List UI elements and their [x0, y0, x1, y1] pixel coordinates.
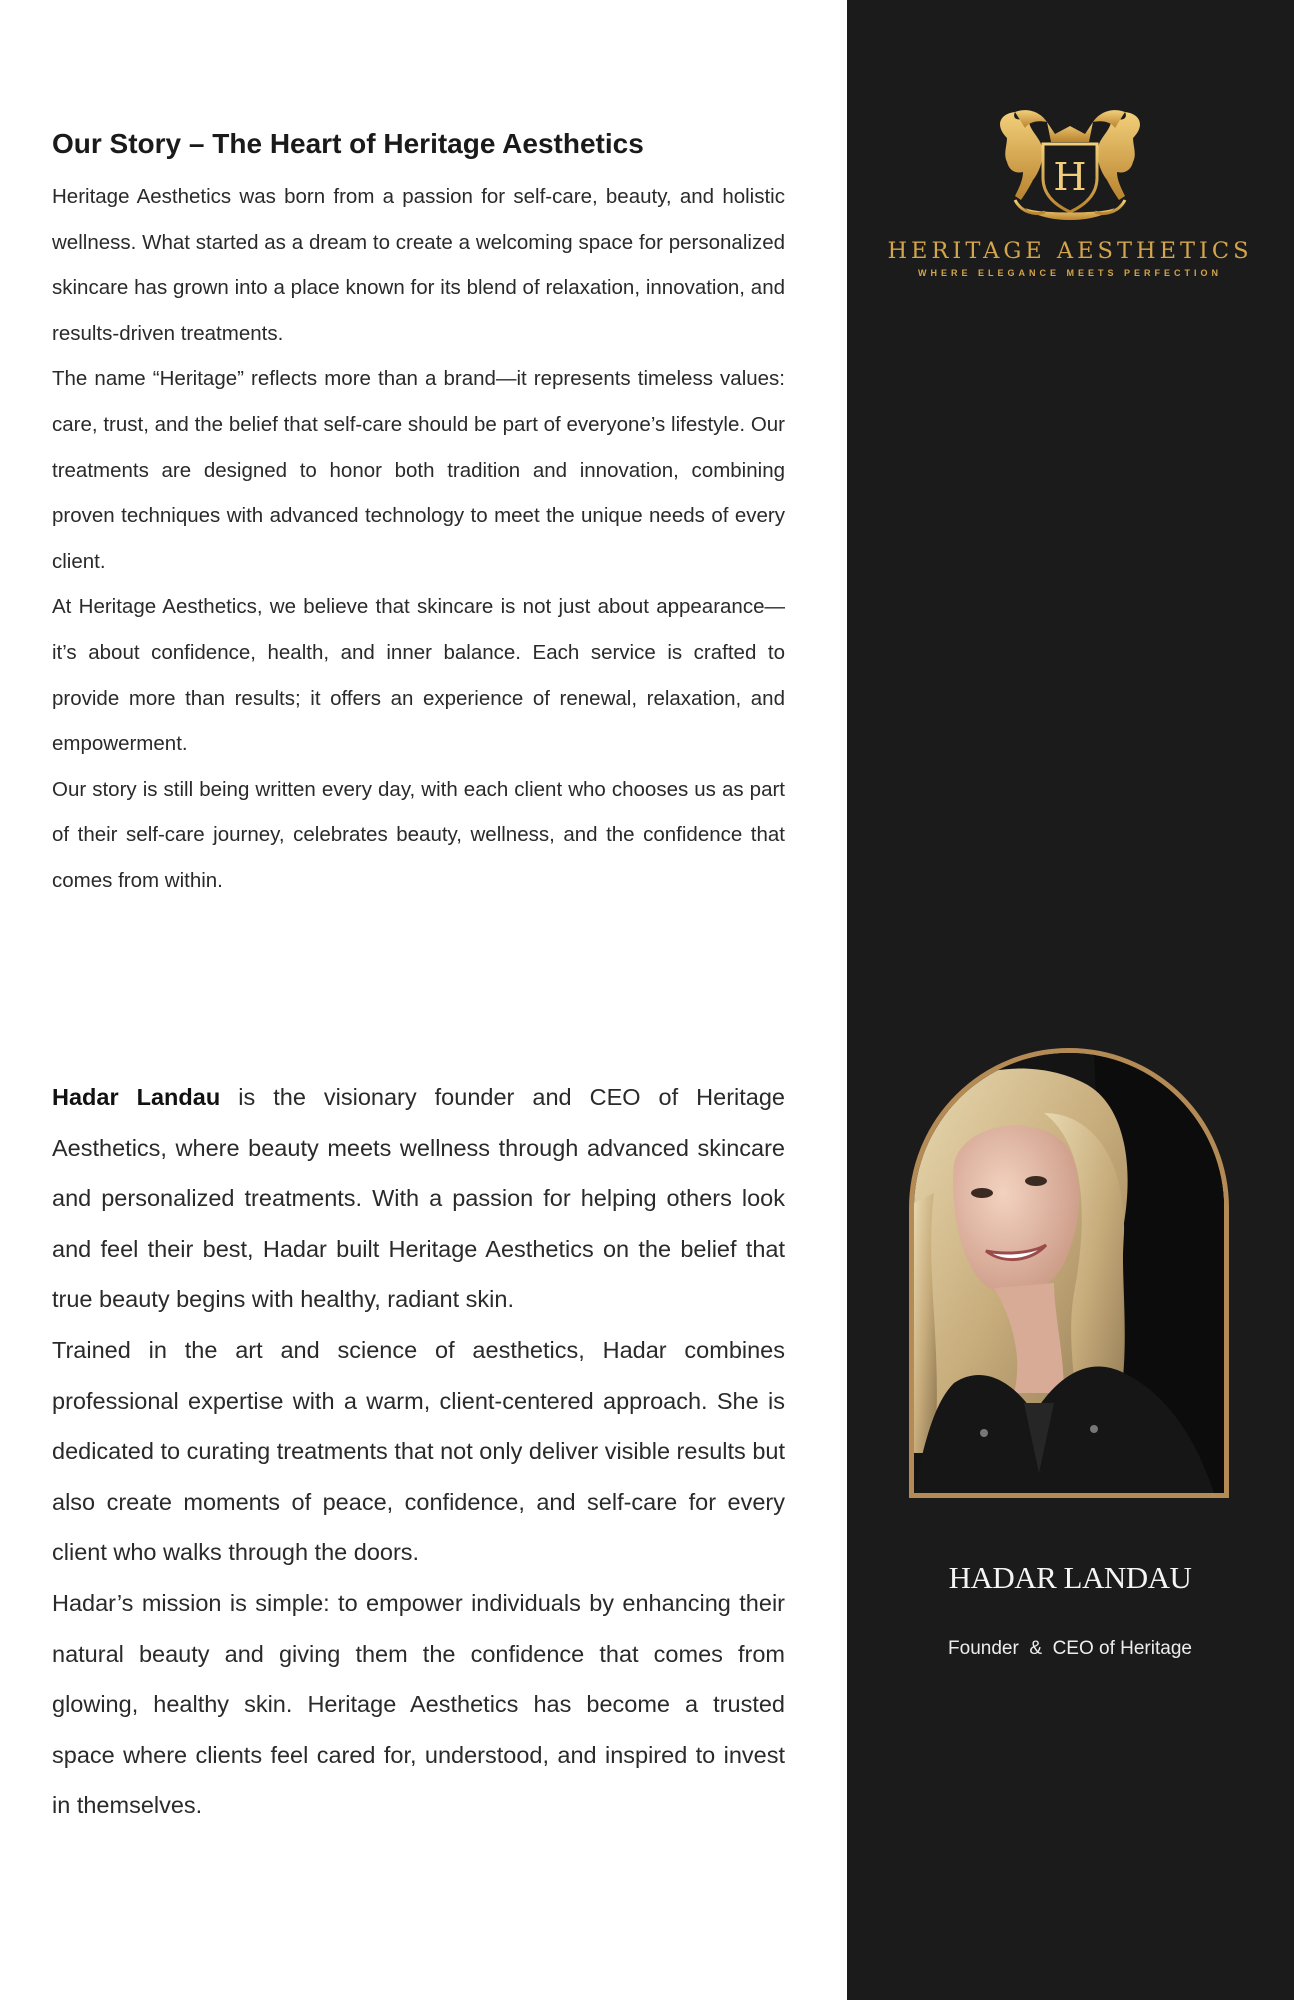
story-title: Our Story – The Heart of Heritage Aesthetics [52, 128, 644, 159]
story-section [52, 174, 785, 904]
monogram-letter: H [1053, 155, 1087, 199]
bio-intro-text: is the visionary founder and CEO of Heritage Aesthetics, where beauty meets wellness through advanced skincare and personalized treatments. With a passion for helping others look and feel their best, Hadar built Heritage Aesthetics on the belief that true beauty begins with healthy, radiant skin. [52, 1084, 786, 1313]
story-paragraph: Heritage Aesthetics was born from a passion for self-care, beauty, and holistic wellness. What started as a dream to create a welcoming space for personalized skincare has grown into a place known for its blend of relaxation, innovation, and results-driven treatments. [52, 185, 785, 345]
sidebar-panel [847, 0, 1294, 2000]
story-paragraph: The name “Heritage” reflects more than a brand—it represents timeless values: care, trust, and the belief that self-care should be part of everyone’s lifestyle. Our treatments are designed to honor both tradition and innovation, combining proven techniques with advanced technology to meet the unique needs of every client. [52, 367, 785, 573]
bio-paragraph: Hadar’s mission is simple: to empower individuals by enhancing their natural beauty and giving them the confidence that comes from glowing, healthy skin. Heritage Aesthetics has become a trusted space where clients feel cared for, understood, and inspired to invest in themselves. [52, 1589, 785, 1819]
founder-photo-illustration [914, 1053, 1224, 1493]
bio-paragraph: Trained in the art and science of aesthetics, Hadar combines professional expertise with a warm, client-centered approach. She is dedicated to curating treatments that not only deliver visible results but also create moments of peace, confidence, and self-care for every client who walks through the doors. [52, 1336, 785, 1566]
story-paragraph: At Heritage Aesthetics, we believe that skincare is not just about appearance—it’s about confidence, health, and inner balance. Each service is crafted to provide more than results; it offers an experience of renewal, relaxation, and empowerment. [52, 595, 785, 756]
story-paragraph: Our story is still being written every day, with each client who chooses us as part of their self-care journey, celebrates beauty, wellness, and the confidence that comes from within. [52, 777, 785, 892]
founder-portrait [909, 1048, 1229, 1498]
founder-role: Founder & CEO of Heritage [948, 1638, 1192, 1659]
brand-tagline: WHERE ELEGANCE MEETS PERFECTION [917, 268, 1222, 278]
brand-logo [870, 108, 1270, 278]
founder-name: HADAR LANDAU [948, 1560, 1192, 1595]
crest-icon [985, 108, 1155, 228]
bio-founder-name: Hadar Landau [52, 1084, 221, 1110]
brand-name: HERITAGE AESTHETICS [887, 238, 1253, 264]
founder-bio-section [52, 1072, 785, 1831]
bio-paragraph [52, 1072, 785, 1325]
